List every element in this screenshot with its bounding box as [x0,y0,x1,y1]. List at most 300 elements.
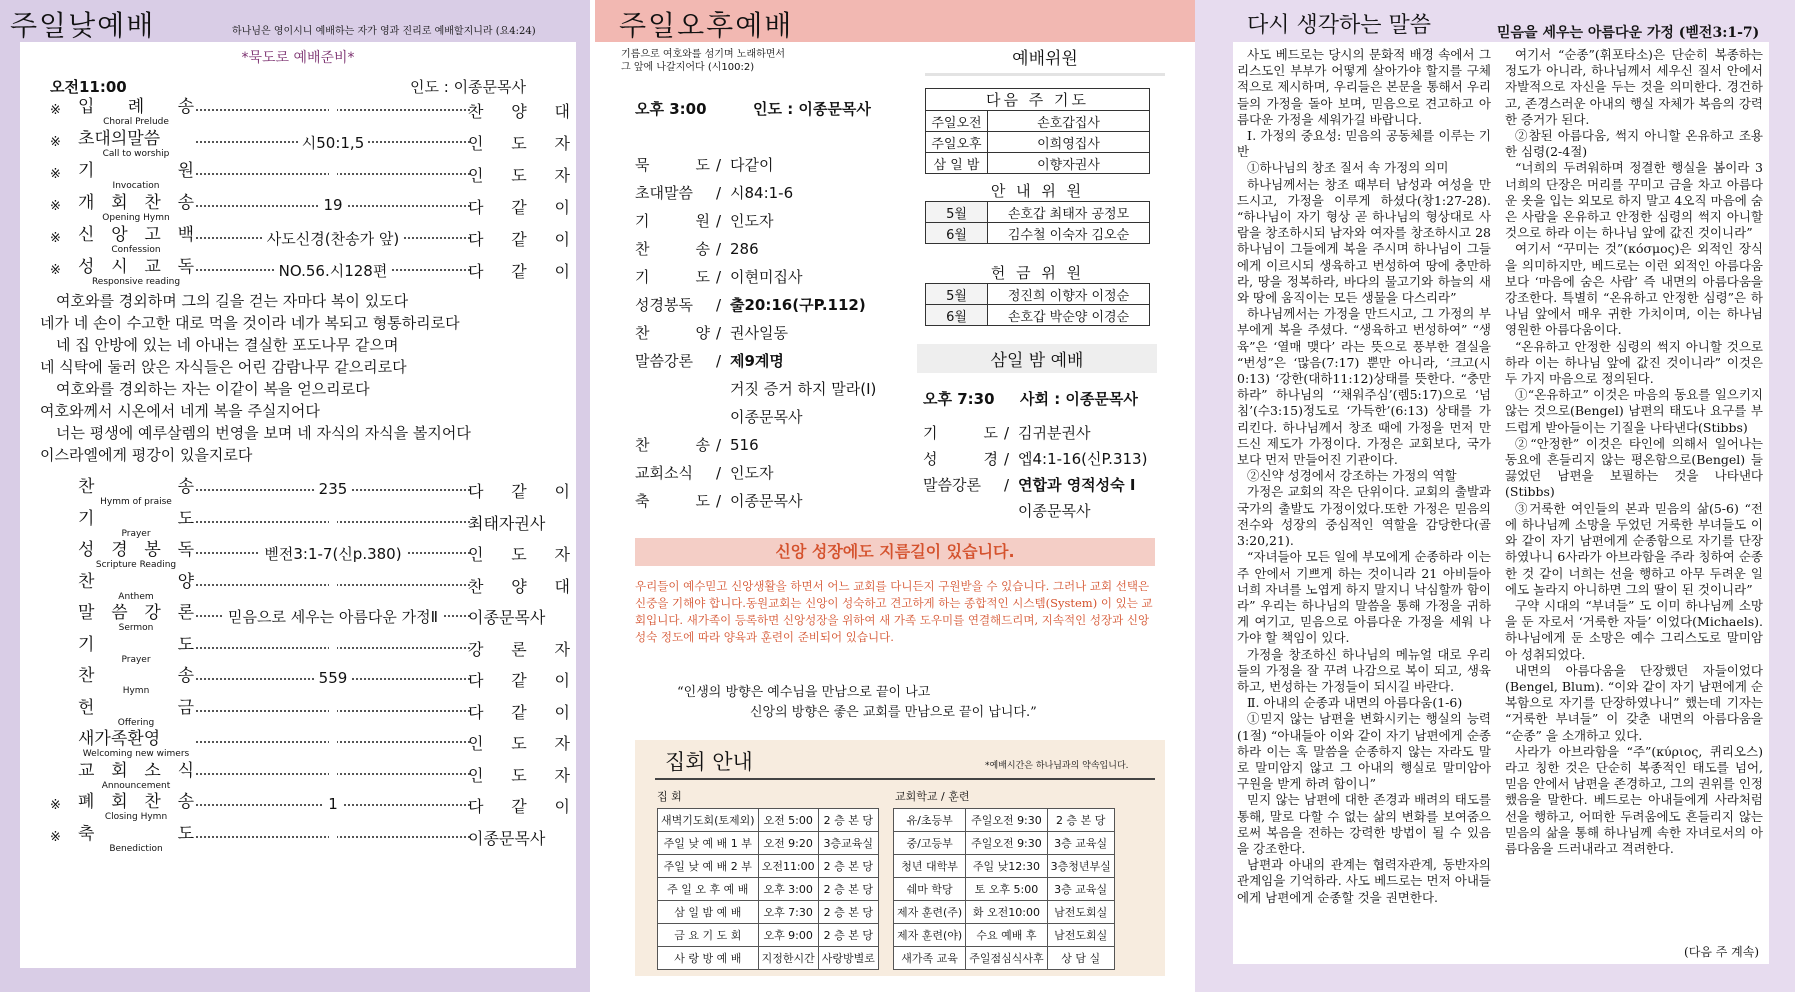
guide-title: 안 내 위 원 [990,182,1085,200]
service-value: 516 [730,436,759,454]
order-detail [196,701,470,719]
staff-label: 5월 [926,202,988,223]
order-english: Welcoming new wimers [82,749,190,759]
reflection-paragraph: “너희의 두려워하며 정결한 행실을 봄이라 3너희의 단장은 머리를 꾸미고 금을 차고 아름다운 옷을 입는 외모로 하지 말고 4오직 마음에 숨은 사람을 온유하고 안정한 심령의 썩지 아니할 것으로 하라 이는 하나님 앞에 값진 것이니라” [1505,160,1763,241]
staff-row [926,111,1150,132]
order-mark: ※ [50,135,61,150]
offering-table [925,262,1150,326]
service-row [635,491,802,511]
schedule-place: 3층 교육실 [1047,832,1114,855]
order-person: 인 도 자 [468,734,570,753]
service-value: 이종문목사 [730,408,803,426]
committee-title: 예배위원 [925,44,1165,76]
reflection-column-2 [1505,47,1763,857]
order-english: Benediction [109,843,163,854]
schedule-name: 청년 대학부 [894,855,966,878]
reading-line: 여호와를 경외하는 자는 이같이 복을 얻으리로다 [56,380,370,398]
afternoon-header [595,0,1195,42]
order-person: 다 같 이 [468,262,570,281]
continued-note: (다음 주 계속) [1684,945,1759,959]
order-mark: ※ [50,103,61,118]
reading-line: 여호와를 경외하며 그의 길을 걷는 자마다 복이 있도다 [56,292,409,310]
slash: / [1004,476,1010,494]
service-item: 말씀강론 [923,476,981,494]
order-detail-text [329,638,337,656]
order-english: Announcement [101,780,171,791]
order-mark: ※ [50,263,61,278]
service-row [635,295,866,315]
order-label: 기 도 [78,508,194,529]
order-detail [196,606,470,627]
meeting-note: *예배시간은 하나님과의 약속입니다. [985,761,1129,771]
order-detail-text [329,701,337,719]
service-row [635,211,773,231]
staff-names: 손호갑 최태자 공정모 [988,202,1150,223]
school-head: 교회학교 / 훈련 [895,790,970,803]
staff-row [926,202,1150,223]
slash: / [716,268,722,286]
order-detail [196,196,470,214]
schedule-row [894,901,1115,924]
order-detail [196,228,470,249]
service-value: 이종문목사 [730,492,803,510]
schedule-name: 유/초등부 [894,809,966,832]
schedule-row [894,809,1115,832]
schedule-time: 주일오전 9:30 [966,809,1047,832]
service-row [635,239,759,259]
order-detail-text: 1 [324,795,342,813]
reflection-panel [1195,0,1795,992]
order-label: 말 씀 강 론 [78,603,194,623]
schedule-time: 주일점심식사후 [966,947,1047,970]
order-row [20,225,576,253]
service-row [635,407,802,427]
service-item: 묵 도 [635,156,710,174]
order-row [20,635,576,663]
reflection-body [1233,42,1769,964]
schedule-name: 삼 일 밤 예 배 [658,901,759,924]
schedule-row [894,947,1115,970]
order-person: 인 도 자 [468,166,570,185]
order-detail [196,827,470,845]
service-value: 제9계명 [730,352,784,370]
schedule-name: 쉐마 학당 [894,878,966,901]
schedule-time: 오전 9:20 [758,832,818,855]
service-row [635,435,759,455]
wed-time: 오후 7:30 [923,390,995,408]
schedule-row [894,878,1115,901]
schedule-row [658,878,879,901]
order-person: 인 도 자 [468,134,570,153]
service-value: 출20:16(구P.112) [730,296,866,314]
service-row [635,183,793,203]
schedule-name: 제자 훈련(야) [894,924,966,947]
slash: / [716,156,722,174]
morning-order-box [20,42,576,968]
staff-row [926,132,1150,153]
order-detail [196,732,470,750]
order-english: Scripture Reading [95,560,177,570]
order-english: Closing Hymn [104,812,168,822]
service-value: 김귀분권사 [1018,424,1091,442]
schedule-time: 오전11:00 [758,855,818,878]
order-label: 찬 송 [78,477,194,497]
schedule-time: 주일오전 9:30 [966,832,1047,855]
staff-names: 손호갑집사 [988,111,1150,132]
order-mark: ※ [50,829,61,845]
order-detail [196,543,470,564]
order-detail [196,164,470,182]
order-english: Sermon [118,623,154,633]
order-detail-text [329,732,337,750]
reading-line: 여호와께서 시온에서 네게 복을 주실지어다 [40,402,320,420]
reflection-paragraph: “온유하고 안정한 심령의 썩지 아니할 것으로 하라 이는 하나님 앞에 값진 것이니라” 이것은 두 가지 마음으로 정의된다. [1505,338,1763,387]
reflection-paragraph: Ⅱ. 아내의 순종과 내면의 아름다움(1-6) [1247,695,1463,711]
order-person: 최태자권사 [468,513,546,533]
order-row [20,761,576,789]
schedule-place: 2 층 본 당 [818,809,878,832]
order-row [20,666,576,694]
order-detail-text [329,100,337,118]
slash: / [1004,424,1010,442]
meeting-box [635,740,1165,976]
schedule-name: 금 요 기 도 회 [658,924,759,947]
schedule-place: 남전도회실 [1047,901,1114,924]
slash: / [716,296,722,314]
order-person: 이종문목사 [468,608,546,627]
order-detail [196,512,470,530]
order-english: Confession [111,245,161,255]
reflection-paragraph: 가정은 교회의 작은 단위이다. 교회의 출발과 국가의 출발도 가정이었다.또한 가정은 믿음의 전수와 성장의 중심적인 역할을 감당한다(골3:20,21). [1237,484,1491,549]
reading-line: 이스라엘에게 평강이 있을지로다 [40,446,253,464]
staff-names: 김수철 이숙자 김오순 [988,223,1150,244]
order-detail-text [329,575,337,593]
service-row [923,501,1090,521]
order-label: 성 시 교 독 [78,257,194,277]
order-person: 다 같 이 [468,230,570,249]
slash: / [716,352,722,370]
service-value: 시84:1-6 [730,184,794,202]
order-english: Call to worship [102,149,170,159]
order-english: Offering [117,717,155,728]
reflection-paragraph: Ⅰ. 가정의 중요성: 믿음의 공동체를 이루는 기반 [1237,128,1491,160]
reading-line: 네가 네 손이 수고한 대로 먹을 것이라 네가 복되고 형통하리로다 [40,314,460,332]
staff-names: 손호갑 박순양 이경순 [988,305,1150,326]
order-mark: ※ [50,199,61,214]
reflection-paragraph: 여기서 “순종”(휘포타소)은 단순히 복종하는 정도가 아니라, 하나님께서 세우신 질서 안에서 자발적으로 자신을 두는 것을 의미한다. 경건하고, 존경스러운 아내의 행실 자체가 복음의 강력한 증거가 된다. [1505,47,1763,127]
order-mark: ※ [50,231,61,246]
schedule-time: 수요 예배 후 [966,924,1047,947]
slash: / [716,240,722,258]
service-row [635,323,788,343]
schedule-time: 화 오전10:00 [966,901,1047,924]
order-label: 찬 양 [78,571,194,592]
order-person: 이종문목사 [468,828,546,848]
service-item: 기 원 [635,212,710,230]
service-item: 말씀강론 [635,352,693,370]
order-mark: ※ [50,167,61,182]
service-value: 286 [730,240,759,258]
service-item: 성경봉독 [635,296,693,314]
slash: / [716,184,722,202]
afternoon-verse [621,48,785,74]
reflection-paragraph: ②참된 아름다움, 썩지 아니할 온유하고 조용한 심령(2-4절) [1505,128,1763,160]
service-item: 찬 송 [635,436,710,454]
reflection-paragraph: ①“온유하고” 이것은 마음의 동요를 일으키지 않는 것으로(Bengel) 남편의 태도나 요구를 부드럽게 받아들이는 기질을 나타낸다(Stibbs) [1505,387,1763,435]
order-label: 교 회 소 식 [78,760,194,781]
schedule-time: 오전 5:00 [758,809,818,832]
reflection-column-1 [1237,47,1491,906]
morning-verse: 하나님은 영이시니 예배하는 자가 영과 진리로 예배할지니라 (요4:24) [232,26,536,37]
schedule-row [658,901,879,924]
reflection-paragraph: 하나님께서는 가정을 만드시고, 그 가정의 부부에게 복을 주셨다. “생육하고 번성하여” “생육”은 ‘열매 맺다’ 라는 뜻으로 풍부한 결실을 “번성”은 ‘많음(7:17) 뿐만 아니라, ‘크고(시0:13) ‘강한(대하11:12)상태를 뜻한다. “충만하라” 하나님의 ‘‘채워주심’(렘5:17)으로 ‘넘침’(수3:15)정도로 ‘가득한’(6:13) 상태를 가리킨다. 하나님께서 창조 때에 가정을 먼저 만드신 제도가 가정이다. 가정은 교회보다, 국가 보다 먼저 만들어진 기관이다. [1237,306,1491,468]
order-row [20,509,576,537]
order-detail-text: 235 [315,480,352,498]
order-mark: ※ [50,798,61,813]
order-english: Anthem [118,591,154,602]
service-row [635,267,802,287]
order-detail [196,480,470,498]
staff-row [926,153,1150,174]
reflection-header [1195,0,1795,42]
service-row [923,449,1147,469]
reflection-paragraph: 구약 시대의 “부녀들” 도 이미 하나님께 소망을 둔 자로서 ‘거룩한 자들’ 이었다(Michaels). 하나님에게 둔 소망은 예수 그리스도로 말미암아 성취되었다. [1505,597,1763,662]
reflection-paragraph: 하나님께서는 창조 때부터 남성과 여성을 만드시고, 가정을 이루게 하셨다(창1:27-28). “하나님이 자기 형상 곧 하나님의 형상대로 사람을 창조하시되 남자와 여자를 창조하시고 28하나님이 그들에게 복을 주시며 하나님이 그들에게 이르시되 생육하고 번성하여 땅에 충만하라, 땅을 정복하라, 바다의 물고기와 하늘의 새와 땅에 움직이는 모든 생물을 다스리라” [1237,176,1491,306]
service-item: 찬 양 [635,324,710,342]
service-row [635,351,784,371]
order-row [20,698,576,726]
staff-names: 이향자권사 [988,153,1150,174]
schedule-place: 상 담 실 [1047,947,1114,970]
staff-label: 삼 일 밤 [926,153,988,174]
verse-line-1: 기름으로 여호와를 섬기며 노래하면서 [621,49,786,60]
service-value: 이종문목사 [1018,502,1091,520]
service-row [923,423,1090,443]
order-row [20,97,576,125]
schedule-row [894,832,1115,855]
morning-time: 오전11:00 [50,78,127,96]
reading-line: 네 집 안방에 있는 네 아내는 결실한 포도나무 같으며 [56,336,399,354]
schedule-name: 중/고등부 [894,832,966,855]
order-person: 다 같 이 [468,671,570,690]
service-value: 엡4:1-16(신P.313) [1018,450,1148,468]
service-value: 다같이 [730,156,774,174]
order-english: Opening Hymn [102,213,170,223]
slash: / [716,492,722,510]
order-row [20,161,576,189]
order-detail [196,100,470,118]
order-row [20,729,576,757]
service-item: 성 경 [923,450,998,468]
schedule-name: 주일 낮 예 배 1 부 [658,832,759,855]
order-detail-text [329,827,337,845]
order-detail [196,795,470,813]
afternoon-worship-panel [595,0,1195,992]
order-english: Choral Prelude [103,117,169,127]
schedule-row [894,855,1115,878]
order-english: Invocation [112,181,160,191]
quote-line-2: 신앙의 방향은 좋은 교회를 만남으로 끝이 납니다.” [750,705,1037,720]
service-item: 기 도 [923,424,998,442]
schedule-row [658,832,879,855]
staff-names: 정진희 이향자 이정순 [988,284,1150,305]
reflection-paragraph: ②“안정한” 이것은 타인에 의해서 일어나는 동요에 흔들리지 않는 평온함으로(Bengel) 들끓었던 남편을 보필하는 것을 나타낸다(Stibbs) [1505,435,1763,500]
next-prayer-table [925,88,1150,174]
schedule-time: 오후 3:00 [758,878,818,901]
schedule-place: 2 층 본 당 [818,878,878,901]
schedule-place: 2 층 본 당 [818,924,878,947]
order-detail-text: 믿음으로 세우는 아름다운 가정Ⅱ [224,608,442,626]
schedule-row [658,855,879,878]
reflection-paragraph: 가정을 창조하신 하나님의 메뉴얼 대로 우리들의 가정을 잘 꾸려 나감으로 복이 되고, 생육하고, 번성하는 가정들이 되시길 바란다. [1237,646,1491,694]
staff-row [926,305,1150,326]
order-english: Responsive reading [91,277,181,287]
meeting-title: 집회 안내 [665,750,753,774]
order-label: 기 원 [78,161,194,181]
schedule-place: 사랑방별로 [818,947,878,970]
order-person: 찬 양 대 [468,102,570,121]
service-row [635,463,773,483]
schedule-name: 새가족 교육 [894,947,966,970]
staff-label: 주일오전 [926,111,988,132]
slash: / [716,436,722,454]
schedule-place: 2 층 본 당 [818,855,878,878]
order-detail-text: NO.56.시128편 [275,262,392,280]
service-value: 인도자 [730,464,774,482]
order-detail [196,638,470,656]
order-label: 기 도 [78,634,194,655]
order-english: Hymm of praise [100,497,172,507]
service-row [635,379,876,399]
slash: / [716,464,722,482]
school-table [893,808,1115,970]
reflection-paragraph: ①믿지 않는 남편을 변화시키는 행실의 능력(1절) “아내들아 이와 같이 자기 남편에게 순종하라 이는 혹 말씀을 순종하지 않는 자라도 말로 말미암지 않고 그 아내의 행실로 말미암아 구원을 받게 하려 함이니” [1237,711,1491,792]
order-row [20,603,576,631]
order-label: 초대의말씀 [78,129,161,149]
slash: / [716,324,722,342]
morning-leader: 인도 : 이종문목사 [410,78,527,96]
slash: / [1004,450,1010,468]
reflection-paragraph: ②신약 성경에서 강조하는 가정의 역할 [1247,468,1457,484]
reflection-title: 다시 생각하는 말씀 [1247,13,1432,38]
slash: / [716,212,722,230]
order-person: 다 같 이 [468,797,570,816]
order-row [20,129,576,157]
schedule-place: 2 층 본 당 [818,901,878,924]
next-prayer-title: 다음 주 기도 [926,89,1150,111]
reflection-paragraph: ③거룩한 여인들의 본과 믿음의 삶(5-6) “전에 하나님께 소망을 두었던 거룩한 부녀들도 이와 같이 자기 남편에게 순종함으로 자기를 단장하였나니 6사라가 아브라함을 주라 칭하여 순종한 것 같이 너희는 선을 행하고 아무 두려운 일에도 놀라지 아니하면 그의 딸이 된 것이니라” [1505,500,1763,597]
order-label: 축 도 [78,823,194,844]
order-label: 찬 송 [78,666,194,686]
reflection-paragraph: “자녀들아 모든 일에 부모에게 순종하라 이는 주 안에서 기쁘게 하는 것이니라 21 아비들아 너희 자녀를 노엽게 하지 말지니 낙심할까 함이라” 우리는 하나님의 말씀을 통해 가정을 귀하게 여기고, 믿음으로 아름다운 가정을 세워 나가야 할 책임이 있다. [1237,549,1491,646]
order-detail-text: 559 [315,669,352,687]
schedule-place: 남전도회실 [1047,924,1114,947]
service-row [635,155,773,175]
reflection-paragraph: 사도 베드로는 당시의 문화적 배경 속에서 그리스도인 부부가 어떻게 살아가야 할지를 구체적으로 제시하며, 우리들은 본문을 통해서 우리들의 가정을 돌아 보며, 믿음으로 견고하고 아름다운 가정을 세워가길 바랍니다. [1237,47,1491,127]
order-detail-text: 사도신경(찬송가 앞) [263,230,403,248]
order-english: Prayer [121,528,151,539]
schedule-time: 오후 9:00 [758,924,818,947]
offering-title: 헌 금 위 원 [990,264,1085,282]
order-label: 성 경 봉 독 [78,540,194,560]
growth-banner: 신앙 성장에도 지름길이 있습니다. [635,538,1155,566]
order-row [20,792,576,820]
reflection-paragraph: ①하나님의 창조 질서 속 가정의 의미 [1247,160,1449,176]
meeting-divider [655,778,1155,780]
schedule-name: 제자 훈련(주) [894,901,966,924]
schedule-name: 주 일 오 후 예 배 [658,878,759,901]
schedule-place: 2 층 본 당 [1047,809,1114,832]
order-person: 다 같 이 [468,482,570,501]
order-label: 폐 회 찬 송 [78,792,194,812]
staff-names: 이희영집사 [988,132,1150,153]
service-item: 찬 송 [635,240,710,258]
order-row [20,572,576,600]
reflection-subtitle: 믿음을 세우는 아름다운 가정 (벧전3:1-7) [1497,25,1760,41]
order-label: 헌 금 [78,697,194,718]
order-detail-text: 벧전3:1-7(신p.380) [260,545,405,563]
order-row [20,257,576,285]
reflection-paragraph: 사라가 아브라함을 “주”(κύριος, 퀴리오스)라고 칭한 것은 단순히 복종적인 태도를 넘어, 믿음 안에서 남편을 존경하고, 그의 권위를 인정했음을 말한다. 베드로는 아내들에게 사라처럼 선을 행하고, 어떠한 두려움에도 흔들리지 않는 믿음의 삶을 통해 하나님께 속한 자녀로서의 아름다움을 드러내라고 격려한다. [1505,743,1763,856]
service-item: 초대말씀 [635,184,693,202]
order-row [20,193,576,221]
prep-text: *묵도로 예배준비* [241,50,355,66]
order-row [20,477,576,505]
service-value: 이현미집사 [730,268,803,286]
guide-table [925,180,1150,244]
morning-header [0,0,590,42]
schedule-name: 주일 낮 예 배 2 부 [658,855,759,878]
schedule-name: 새벽기도회(토제외) [658,809,759,832]
staff-label: 주일오후 [926,132,988,153]
staff-label: 5월 [926,284,988,305]
order-row [20,824,576,852]
order-person: 찬 양 대 [468,576,570,596]
staff-label: 6월 [926,305,988,326]
wed-title: 삼일 밤 예배 [917,344,1157,373]
reading-line: 너는 평생에 예루살렘의 번영을 보며 네 자식의 자식을 볼지어다 [56,424,471,442]
order-detail [196,260,470,281]
service-item: 교회소식 [635,464,693,482]
afternoon-title: 주일오후예배 [619,9,794,42]
order-person: 강 론 자 [468,639,570,659]
morning-title: 주일낮예배 [10,9,156,42]
quote-line-1: “인생의 방향은 예수님을 만남으로 끝이 나고 [677,685,931,700]
reflection-paragraph: 믿지 않는 남편에 대한 존경과 배려의 태도를 통해, 말로 다할 수 없는 삶의 변화를 보여줌으로써 복음을 전하는 강력한 방법이 될 수 있음을 강조한다. [1237,792,1491,856]
order-person: 다 같 이 [468,702,570,722]
schedule-row [658,947,879,970]
service-item: 기 도 [635,268,710,286]
afternoon-leader: 인도 : 이종문목사 [753,100,871,118]
order-detail [196,132,470,153]
verse-line-2: 그 앞에 나갈지어다 (시100:2) [621,62,755,73]
reflection-paragraph: 여기서 “꾸미는 것”(κόσμος)은 외적인 장식을 의미하지만, 베드로는 이런 외적인 아름다움보다 ‘마음에 숨은 사람’ 즉 내면의 아름다움을 강조한다. 특별히 “온유하고 안정한 심령”은 하나님 앞에서 매우 귀한 가치이며, 이는 하나님 영원한 아름다움이다. [1505,241,1763,338]
order-row [20,540,576,568]
order-person: 인 도 자 [468,765,570,785]
schedule-time: 토 오후 5:00 [966,878,1047,901]
order-label: 입 례 송 [78,97,194,117]
order-label: 개 회 찬 송 [78,193,194,213]
staff-row [926,223,1150,244]
staff-row [926,284,1150,305]
service-row [923,475,1135,495]
service-value: 인도자 [730,212,774,230]
order-detail-text: 시50:1,5 [298,134,369,152]
service-value: 연합과 영적성숙 Ⅰ [1018,476,1136,494]
order-person: 다 같 이 [468,198,570,217]
reflection-paragraph: 남편과 아내의 관계는 협력자관계, 동반자의 관계임을 기억하라. 사도 베드로는 먼저 아내들에게 남편에게 순종할 것을 권면한다. [1237,857,1491,905]
order-detail [196,764,470,782]
